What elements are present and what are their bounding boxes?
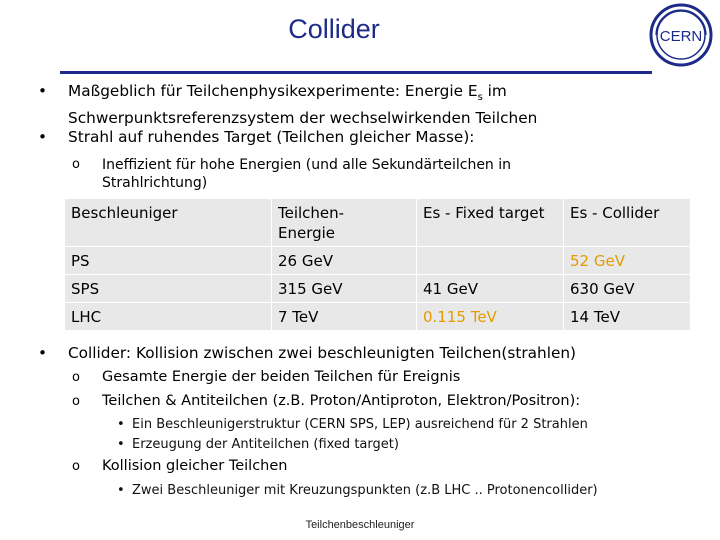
sub-bullet-inefficient [72,156,512,192]
slide-footer: Teilchenbeschleuniger [305,519,415,531]
table-row [65,275,691,303]
table-cell: 41 GeV [417,275,564,303]
circle-bullet: o [72,370,80,385]
table-row [65,247,691,275]
energy-table [64,198,691,331]
circle-bullet: o [72,459,80,474]
circle-bullet: o [72,394,80,409]
cern-logo [648,2,714,68]
bullet-dot: • [117,417,125,432]
table-cell: 52 GeV [564,247,691,275]
table-cell: 7 TeV [272,303,417,331]
circle-bullet: o [72,157,80,172]
table-cell: 315 GeV [272,275,417,303]
table-cell: LHC [65,303,272,331]
sub-bullet-antiparticles [72,391,581,412]
bullet-fixed-target [38,127,475,148]
table-row [65,303,691,331]
header-cell: Teilchen- Energie [272,199,417,247]
bullet-fixed-target-text: Strahl auf ruhendes Target (Teilchen gleicher Masse): [68,128,475,146]
bullet-energy-line1: Maßgeblich für Teilchenphysikexperimente: Energie E [68,82,478,100]
header-cell: Es - Fixed target [417,199,564,247]
table-cell: 26 GeV [272,247,417,275]
table-cell: SPS [65,275,272,303]
bullet-dot: • [38,128,48,146]
header-cell: Es - Collider [564,199,691,247]
sub-sub-bullet-production [117,435,399,454]
sub-sub-bullet-production-text: Erzeugung der Antiteilchen (fixed target) [132,437,399,452]
bullet-dot: • [117,483,125,498]
table-cell: PS [65,247,272,275]
sub-sub-bullet-structure-text: Ein Beschleunigerstruktur (CERN SPS, LEP) ausreichend für 2 Strahlen [132,417,588,432]
sub-bullet-total-energy [72,367,461,388]
table-cell: 630 GeV [564,275,691,303]
bullet-energy-line1-end: im [482,82,507,100]
sub-bullet-total-energy-text: Gesamte Energie der beiden Teilchen für Ereignis [102,369,461,385]
sub-sub-bullet-two-accelerators [117,481,598,500]
bullet-energy-line2: Schwerpunktsreferenzsystem der wechselwirkenden Teilchen [68,109,538,128]
title-underline [60,71,652,74]
bullet-dot: • [38,344,48,362]
slide-title: Collider [288,14,380,44]
table-cell: 14 TeV [564,303,691,331]
energy-subscript: s [477,92,483,104]
sub-bullet-inefficient-line1: Ineffizient für hohe Energien (und alle Sekundärteilchen in [102,157,512,173]
bullet-energy [38,81,538,129]
table-cell: 0.115 TeV [417,303,564,331]
table-cell [417,247,564,275]
sub-bullet-antiparticles-text: Teilchen & Antiteilchen (z.B. Proton/Antiproton, Elektron/Positron): [102,393,581,409]
table-header-row [65,199,691,247]
bullet-dot: • [117,437,125,452]
cern-logo-text: CERN [659,28,703,45]
bullet-collider-text: Collider: Kollision zwischen zwei beschleunigten Teilchen(strahlen) [68,344,577,362]
bullet-collider [38,343,577,364]
header-cell: Beschleuniger [65,199,272,247]
sub-sub-bullet-structure [117,415,588,434]
sub-sub-bullet-two-accelerators-text: Zwei Beschleuniger mit Kreuzungspunkten (z.B LHC .. Protonencollider) [132,483,598,498]
sub-bullet-inefficient-line2: Strahlrichtung) [102,175,208,191]
bullet-dot: • [38,82,48,100]
sub-bullet-same-particles-text: Kollision gleicher Teilchen [102,458,288,474]
sub-bullet-same-particles [72,456,288,477]
